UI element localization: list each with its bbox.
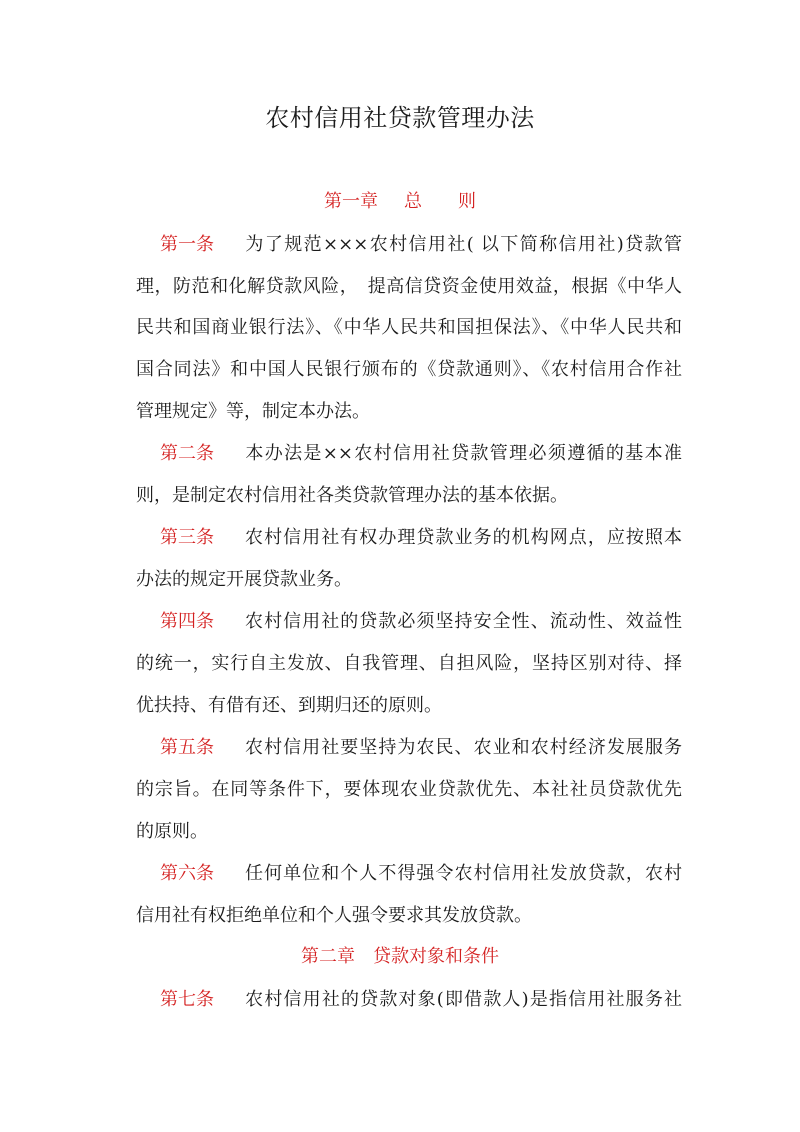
article-2-line-1: 第二条 本办法是××农村信用社贷款管理必须遵循的基本准 — [160, 440, 682, 468]
article-5-line-3: 的原则。 — [136, 821, 208, 842]
article-2-label: 第二条 — [160, 443, 214, 464]
article-5-line-1: 第五条 农村信用社要坚持为农民、农业和农村经济发展服务 — [160, 734, 682, 762]
document-title: 农村信用社贷款管理办法 — [265, 104, 535, 132]
article-3-line-2: 办法的规定开展贷款业务。 — [136, 569, 352, 590]
article-2-line-2: 则，是制定农村信用社各类贷款管理办法的基本依据。 — [136, 485, 568, 506]
article-5-line-2: 的宗旨。在同等条件下，要体现农业贷款优先、本社社员贷款优先 — [136, 779, 682, 800]
chapter-2-label: 第二章 — [301, 946, 355, 967]
article-3-label: 第三条 — [160, 527, 214, 548]
article-5-label: 第五条 — [160, 737, 214, 758]
chapter-1-heading — [0, 188, 800, 216]
article-1-line-5: 管理规定》等，制定本办法。 — [136, 401, 370, 422]
article-4-line-1: 第四条 农村信用社的贷款必须坚持安全性、流动性、效益性 — [160, 608, 682, 636]
article-1-line-2: 理，防范和化解贷款风险， 提高信贷资金使用效益，根据《中华人 — [136, 276, 682, 297]
article-4-line-2: 的统一，实行自主发放、自我管理、自担风险，坚持区别对待、择 — [136, 653, 682, 674]
article-6-label: 第六条 — [160, 863, 214, 884]
article-1-line-4: 国合同法》和中国人民银行颁布的《贷款通则》、《农村信用合作社 — [136, 359, 682, 380]
article-6-line-1: 第六条 任何单位和个人不得强令农村信用社发放贷款，农村 — [160, 860, 682, 888]
article-4-label: 第四条 — [160, 611, 214, 632]
article-1-line-1: 第一条 为了规范×××农村信用社( 以下简称信用社)贷款管 — [160, 231, 682, 259]
chapter-2-text: 贷款对象和条件 — [373, 946, 499, 967]
chapter-1-word-1: 总 — [404, 191, 422, 212]
chapter-1-word-2: 则 — [458, 191, 476, 212]
article-4-line-3: 优扶持、有借有还、到期归还的原则。 — [136, 695, 442, 716]
article-7-line-1: 第七条 农村信用社的贷款对象(即借款人)是指信用社服务社 — [160, 986, 682, 1014]
article-7-label: 第七条 — [160, 989, 214, 1010]
article-3-line-1: 第三条 农村信用社有权办理贷款业务的机构网点，应按照本 — [160, 524, 682, 552]
article-6-line-2: 信用社有权拒绝单位和个人强令要求其发放贷款。 — [136, 905, 532, 926]
article-1-line-3: 民共和国商业银行法》、《中华人民共和国担保法》、《中华人民共和 — [136, 317, 682, 338]
chapter-1-label: 第一章 — [324, 191, 378, 212]
article-1-label: 第一条 — [160, 234, 214, 255]
chapter-2-heading — [0, 943, 800, 971]
